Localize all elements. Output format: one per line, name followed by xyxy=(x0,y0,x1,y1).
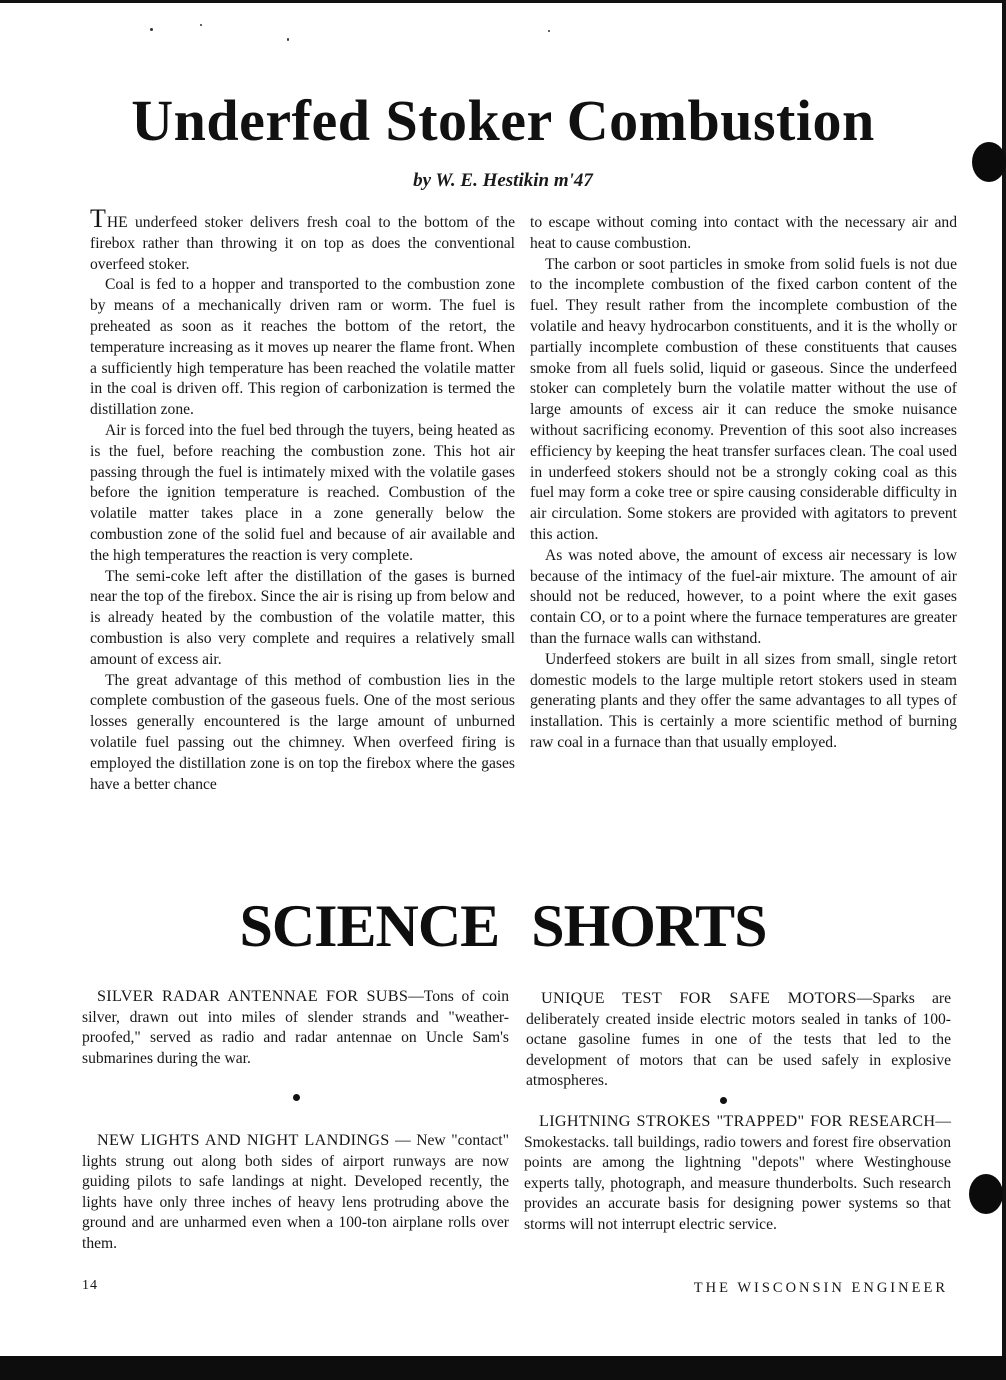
article-paragraph: THE underfeed stoker delivers fresh coal to the bottom of the firebox rather than throwing it on top as does the conventional overfeed stoker. xyxy=(90,204,515,273)
short-body: —Tons of coin silver, drawn out into miles of slender strands and "weather-proofed," served as radio and radar antennae on Uncle Sam's submarines during the war. xyxy=(82,988,509,1067)
separator-bullet xyxy=(293,1094,300,1101)
article-paragraph: The carbon or soot particles in smoke from solid fuels is not due to the incomplete combustion of the fixed carbon content of the fuel. They result rather from the incomplete combustion of the volatile and heavy hydrocarbon constituents, and it is the wholly or partially incomplete combustion of these constituents that causes smoke from all fuels solid, liquid or gaseous. Since the underfeed stoker can completely burn the volatile matter without the use of large amounts of excess air it can reduce the smoke nuisance without sacrificing economy. Prevention of this soot also increases efficiency by keeping the heat transfer surfaces clean. The coal used in underfeed stokers should not be a strongly coking coal as this fuel may form a coke tree or spire causing considerable difficulty in air circulation. Some stokers are provided with agitators to prevent this action. xyxy=(530,255,957,543)
separator-bullet xyxy=(720,1097,727,1104)
article-paragraph: Coal is fed to a hopper and transported to the combustion zone by means of a mechanically driven ram or worm. The fuel is preheated as soon as it reaches the bottom of the retort, the temperature increasing as it moves up nearer the flame front. When a sufficiently high temperature has been reached the volatile matter in the coal is driven off. This region of carbonization is termed the distillation zone. xyxy=(90,276,515,419)
article-paragraph: to escape without coming into contact with the necessary air and heat to cause combustion. xyxy=(530,214,957,252)
article-left-column xyxy=(90,204,515,795)
page-edge-right xyxy=(1002,0,1006,1380)
page-number: 14 xyxy=(82,1278,98,1293)
publication-title: THE WISCONSIN ENGINEER xyxy=(693,1280,948,1296)
scan-speck xyxy=(287,38,289,41)
article-paragraph: The great advantage of this method of combustion lies in the complete combustion of the gaseous fuels. One of the most serious losses generally encountered is the large amount of unburned volatile fuel passing out the chimney. When overfeed firing is employed the distillation zone is on top the firebox where the gases have a better chance xyxy=(90,671,515,793)
article-right-column xyxy=(530,213,957,754)
binder-hole-bottom xyxy=(969,1174,1003,1214)
article-paragraph: Air is forced into the fuel bed through the tuyers, being heated as is the fuel, before reaching the combustion zone. This hot air passing through the fuel is intimately mixed with the volatile gases before the ignition temperature is reached. Combustion of the volatile matter takes place in a zone generally below the combustion zone of the solid fuel and because of air available and the high temperatures the reaction is very complete. xyxy=(90,421,515,564)
page-edge-top xyxy=(0,0,1006,3)
short-item-silver-radar xyxy=(82,986,509,1069)
short-item-lightning-research xyxy=(524,1111,951,1236)
short-body: —Smokestacks. tall buildings, radio towers and forest fire observation points are among the lightning "depots" where Westinghouse experts tally, photograph, and measure thunderbolts. Such research provides an accurate basis for designing power systems so that storms will not interrupt electric service. xyxy=(524,1113,951,1233)
scan-speck xyxy=(548,30,550,32)
article-paragraph: As was noted above, the amount of excess air necessary is low because of the intimacy of the fuel-air mixture. The amount of air should not be reduced, however, to a point where the exit gases contain CO, or to a point where the furnace temperatures are greater than the furnace walls can withstand. xyxy=(530,546,957,647)
article-byline: by W. E. Hestikin m'47 xyxy=(413,170,593,191)
drop-cap: T xyxy=(90,204,106,233)
page-edge-bottom xyxy=(0,1356,1006,1380)
short-body: — New "contact" lights strung out along both sides of airport runways are now guiding pilots to safe landings at night. Developed recently, the lights have only three inches of heavy lens protruding above the ground and are unharmed even when a 100-ton airplane rolls over them. xyxy=(82,1132,509,1252)
article-paragraph: Underfeed stokers are built in all sizes from small, single retort domestic models to the large multiple retort stokers used in steam generating plants and they offer the same advantages to all types of installation. This is certainly a more scientific method of burning raw coal in a furnace than that usually employed. xyxy=(530,650,957,751)
short-headline: UNIQUE TEST FOR SAFE MOTORS xyxy=(541,989,857,1007)
article-title: Underfed Stoker Combustion xyxy=(131,88,875,153)
article-paragraph: The semi-coke left after the distillation of the gases is burned near the top of the firebox. Since the air is rising up from below and is already heated by the combustion of the volatile matter, this combustion is also very complete and requires a relatively small amount of excess air. xyxy=(90,567,515,668)
science-shorts-heading: SCIENCE SHORTS xyxy=(239,893,767,959)
scan-speck xyxy=(150,28,153,31)
short-headline: LIGHTNING STROKES "TRAPPED" FOR RESEARCH xyxy=(539,1112,936,1130)
short-item-safe-motors xyxy=(526,988,951,1092)
short-headline: SILVER RADAR ANTENNAE FOR SUBS xyxy=(97,987,409,1005)
short-body: —Sparks are deliberately created inside electric motors sealed in tanks of 100-octane gasoline fumes in one of the tests that led to the development of motors that can be used safely in explosive atmospheres. xyxy=(526,990,951,1090)
short-item-night-landings xyxy=(82,1130,509,1255)
scan-speck xyxy=(200,24,202,26)
short-headline: NEW LIGHTS AND NIGHT LANDINGS xyxy=(97,1131,390,1149)
